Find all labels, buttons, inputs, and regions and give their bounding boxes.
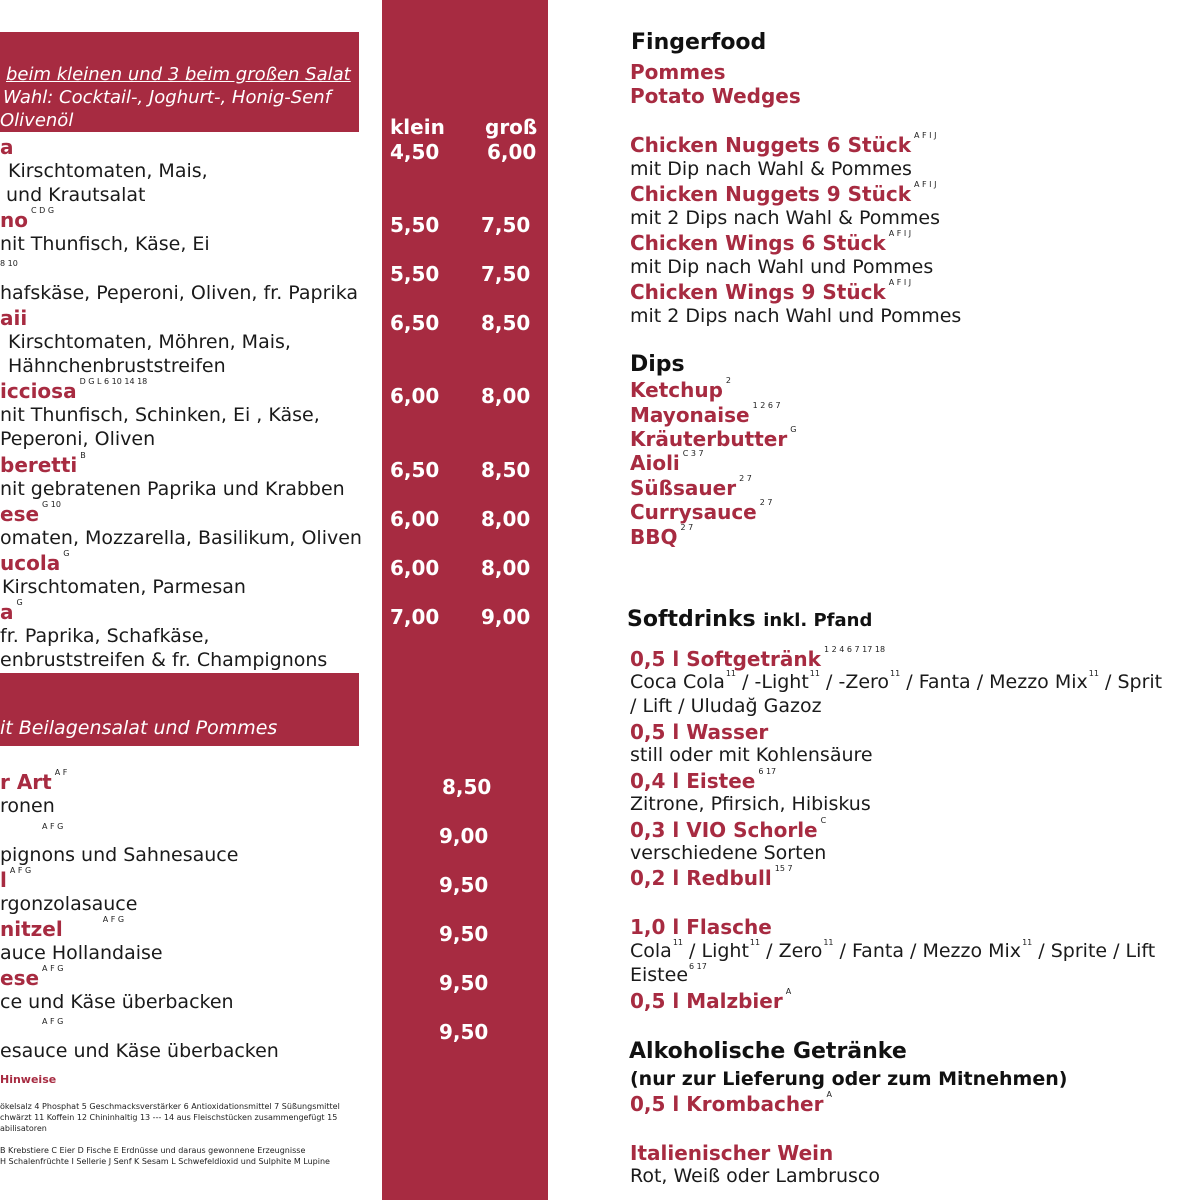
schnitzel-desc: ce und Käse überbacken (0, 991, 234, 1013)
fingerfood-item: Potato Wedges (630, 84, 801, 108)
salad-price-small: 6,50 (390, 311, 440, 335)
drink-desc: Coca Cola$^{11}$ / -Light$^{11}$ / -Zero$^{11}$ / Fanta / Mezzo Mix$^{11}$ / Sprit (630, 669, 1163, 693)
salad-price-large: 9,00 (481, 605, 531, 629)
dip-item: Mayonaise $^{1 2 6 7}$ (630, 401, 781, 427)
schnitzel-desc: auce Hollandaise (0, 942, 163, 964)
schnitzel-price: 8,50 (442, 775, 492, 799)
salad-price-large: 8,50 (481, 311, 531, 335)
allergen-superscript: A F G (42, 1017, 64, 1026)
salad-desc: fr. Paprika, Schafkäse, (0, 625, 210, 647)
notes-line: ökelsalz 4 Phosphat 5 Geschmacksverstärker 6 Antioxidationsmittel 7 Süßungsmittel (0, 1102, 340, 1111)
salad-price-large: 8,00 (481, 507, 531, 531)
salad-desc: Kirschtomaten, Mais, (8, 160, 208, 182)
schnitzel-price: 9,50 (439, 922, 489, 946)
salad-price-large: 8,00 (481, 556, 531, 580)
fingerfood-desc: mit 2 Dips nach Wahl und Pommes (630, 305, 962, 327)
drink-desc: verschiedene Sorten (630, 842, 827, 864)
drink-item: 0,5 l Krombacher $^A$ (630, 1090, 832, 1116)
salad-price-small: 4,50 (390, 140, 440, 164)
drink-desc: / Lift / Uludağ Gazoz (630, 695, 822, 717)
dips-title: Dips (630, 352, 685, 377)
drink-desc: still oder mit Kohlensäure (630, 744, 873, 766)
allergen-superscript: 8 10 (0, 259, 18, 268)
price-header-large: groß (485, 115, 538, 139)
drink-item: 0,5 l Malzbier $^A$ (630, 987, 792, 1013)
salad-desc: und Krautsalat (6, 184, 146, 206)
fingerfood-desc: mit Dip nach Wahl & Pommes (630, 158, 912, 180)
drink-item: Italienischer Wein (630, 1141, 834, 1165)
schnitzel-name: r Art $^{A F}$ (0, 768, 68, 794)
drink-item: 0,4 l Eistee $^{6 17}$ (630, 767, 777, 793)
salad-desc: nit Thunfisch, Käse, Ei (0, 233, 210, 255)
schnitzel-name: ese $^{A F G}$ (0, 964, 64, 990)
notes-line: abilisatoren (0, 1124, 47, 1133)
dip-item: Aioli $^{C 3 7}$ (630, 449, 704, 475)
notes-line: chwärzt 11 Koffein 12 Chininhaltig 13 --- 14 aus Fleischstücken zusammengefügt 15 (0, 1113, 338, 1122)
salad-desc: hafskäse, Peperoni, Oliven, fr. Paprika (0, 282, 359, 304)
fingerfood-desc: mit 2 Dips nach Wahl & Pommes (630, 207, 940, 229)
fingerfood-item: Chicken Nuggets 9 Stück $^{A F I J}$ (630, 180, 937, 206)
dip-item: Süßsauer $^{2 7}$ (630, 474, 752, 500)
salad-price-large: 7,50 (481, 262, 531, 286)
schnitzel-desc: rgonzolasauce (0, 893, 138, 915)
alcohol-title: Alkoholische Getränke (629, 1039, 907, 1064)
salad-header-line1: beim kleinen und 3 beim großen Salat (6, 64, 351, 85)
salad-price-small: 7,00 (390, 605, 440, 629)
fingerfood-item: Pommes (630, 60, 726, 84)
salad-price-large: 8,50 (481, 458, 531, 482)
salad-price-large: 6,00 (487, 140, 537, 164)
schnitzel-name: l $^{A F G}$ (0, 866, 32, 892)
softdrinks-title: Softdrinks inkl. Pfand (627, 607, 873, 632)
salad-header-line3: Olivenöl (0, 110, 74, 131)
salad-header-line2: Wahl: Cocktail-, Joghurt-, Honig-Senf (3, 87, 332, 108)
drink-item: 0,5 l Softgetränk $^{1 2 4 6 7 17 18}$ (630, 645, 886, 671)
salad-price-small: 6,00 (390, 384, 440, 408)
salad-name: a (0, 135, 14, 159)
dip-item: Ketchup $^2$ (630, 376, 732, 402)
alcohol-subtitle: (nur zur Lieferung oder zum Mitnehmen) (630, 1068, 1068, 1090)
dip-item: BBQ $^{2 7}$ (630, 523, 694, 549)
schnitzel-name: nitzel $^{A F G}$ (0, 915, 125, 941)
price-header-small: klein (390, 115, 445, 139)
salad-name: ucola $^G$ (0, 549, 70, 575)
fingerfood-title: Fingerfood (631, 30, 767, 55)
drink-item: 0,3 l VIO Schorle $^C$ (630, 816, 827, 842)
notes-line: H Schalenfrüchte I Sellerie J Senf K Sesam L Schwefeldioxid und Sulphite M Lupine (0, 1157, 330, 1166)
salad-name: icciosa $^{D G L 6 10 14 18}$ (0, 377, 148, 403)
salad-price-large: 8,00 (481, 384, 531, 408)
salad-name: a $^G$ (0, 598, 23, 624)
salad-name: ese $^{G 10}$ (0, 500, 61, 526)
drink-item: 0,5 l Wasser (630, 720, 769, 744)
salad-desc: nit gebratenen Paprika und Krabben (0, 478, 345, 500)
salad-desc: Kirschtomaten, Parmesan (2, 576, 246, 598)
salad-name: beretti $^B$ (0, 451, 86, 477)
schnitzel-price: 9,00 (439, 824, 489, 848)
fingerfood-item: Chicken Wings 9 Stück $^{A F I J}$ (630, 278, 912, 304)
drink-desc: Zitrone, Pfirsich, Hibiskus (630, 793, 871, 815)
salad-name: aii (0, 306, 28, 330)
drink-item: 0,2 l Redbull $^{15 7}$ (630, 864, 793, 890)
salad-desc: Hähnchenbruststreifen (8, 355, 226, 377)
schnitzel-price: 9,50 (439, 971, 489, 995)
salad-price-small: 5,50 (390, 213, 440, 237)
salad-price-small: 6,00 (390, 556, 440, 580)
fingerfood-desc: mit Dip nach Wahl und Pommes (630, 256, 934, 278)
dip-item: Currysauce $^{2 7}$ (630, 498, 773, 524)
drink-desc: Cola$^{11}$ / Light$^{11}$ / Zero$^{11}$ / Fanta / Mezzo Mix$^{11}$ / Sprite / Lift (630, 938, 1156, 962)
schnitzel-header-line: it Beilagensalat und Pommes (0, 717, 278, 739)
notes-title: Hinweise (0, 1073, 57, 1086)
salad-name: no $^{C D G}$ (0, 206, 55, 232)
salad-desc: nit Thunfisch, Schinken, Ei , Käse, (0, 404, 320, 426)
schnitzel-desc: esauce und Käse überbacken (0, 1040, 279, 1062)
schnitzel-desc: ronen (0, 795, 55, 817)
fingerfood-item: Chicken Wings 6 Stück $^{A F I J}$ (630, 229, 912, 255)
drink-desc: Eistee$^{6 17}$ (630, 962, 707, 986)
notes-line: B Krebstiere C Eier D Fische E Erdnüsse und daraus gewonnene Erzeugnisse (0, 1146, 306, 1155)
dip-item: Kräuterbutter $^G$ (630, 425, 797, 451)
schnitzel-desc: pignons und Sahnesauce (0, 844, 239, 866)
salad-desc: Kirschtomaten, Möhren, Mais, (8, 331, 291, 353)
schnitzel-price: 9,50 (439, 873, 489, 897)
allergen-superscript: A F G (42, 822, 64, 831)
fingerfood-item: Chicken Nuggets 6 Stück $^{A F I J}$ (630, 131, 937, 157)
salad-price-large: 7,50 (481, 213, 531, 237)
salad-desc: omaten, Mozzarella, Basilikum, Oliven (0, 527, 362, 549)
salad-price-small: 5,50 (390, 262, 440, 286)
schnitzel-price: 9,50 (439, 1020, 489, 1044)
drink-desc: Rot, Weiß oder Lambrusco (630, 1165, 880, 1187)
salad-desc: enbruststreifen & fr. Champignons (0, 649, 328, 671)
salad-price-small: 6,50 (390, 458, 440, 482)
drink-item: 1,0 l Flasche (630, 915, 772, 939)
salad-price-small: 6,00 (390, 507, 440, 531)
salad-desc: Peperoni, Oliven (0, 428, 156, 450)
